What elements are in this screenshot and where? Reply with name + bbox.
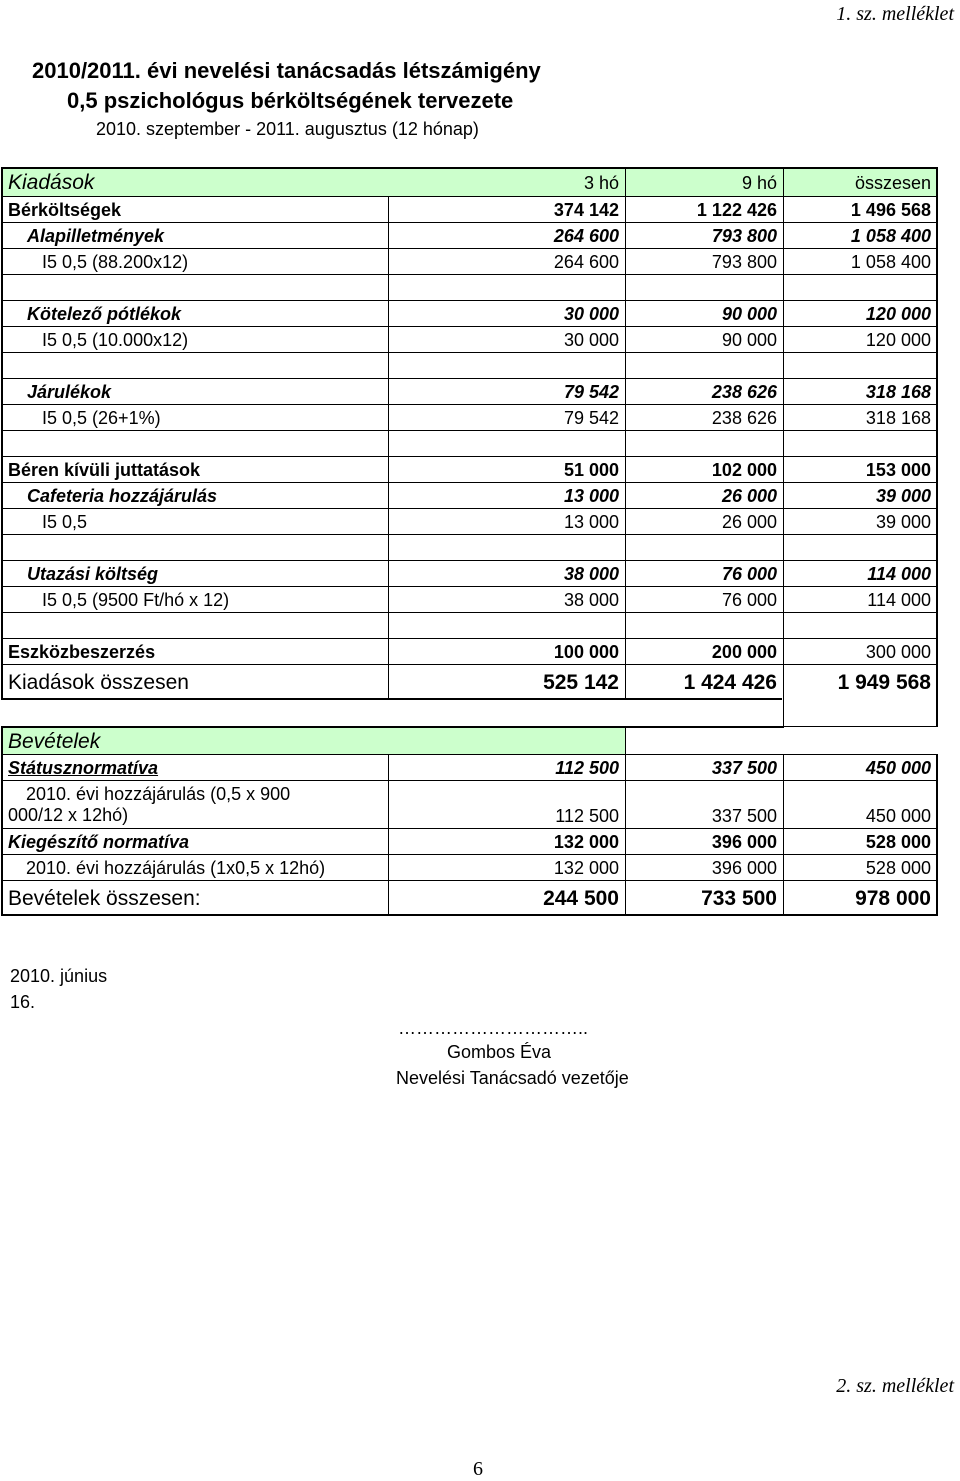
row-value-3m: 30 000 <box>563 303 619 324</box>
row-value-9m: 238 626 <box>711 407 777 428</box>
title-period: 2010. szeptember - 2011. augusztus (12 hónap) <box>96 119 479 139</box>
table-row <box>2 301 937 327</box>
table-row <box>2 587 937 613</box>
row-value-3m: 264 600 <box>553 225 619 246</box>
row-value-total: 528 000 <box>865 857 931 878</box>
table-row <box>2 379 937 405</box>
date-line-2: 16. <box>10 992 36 1012</box>
revenues-header-row <box>2 728 937 755</box>
annex-label-top: 1. sz. melléklet <box>836 3 954 25</box>
row-value-3m: 13 000 <box>563 485 619 506</box>
row-label: Járulékok <box>27 381 112 402</box>
signer-role: Nevelési Tanácsadó vezetője <box>396 1068 629 1088</box>
table-row <box>2 249 937 275</box>
row-value-9m: 396 000 <box>711 831 777 852</box>
signature-dots: ………………………….. <box>398 1018 589 1038</box>
row-value-3m: 132 000 <box>553 831 619 852</box>
row-value-3m: 51 000 <box>563 459 619 480</box>
row-value-3m: 38 000 <box>563 589 619 610</box>
row-value-3m: 13 000 <box>563 511 619 532</box>
table-row <box>2 483 937 509</box>
expenses-total-row <box>2 667 937 699</box>
annex-label-bottom: 2. sz. melléklet <box>836 1375 954 1397</box>
table-row <box>2 781 937 829</box>
row-value-total: 153 000 <box>865 459 931 480</box>
row-label: Cafeteria hozzájárulás <box>27 485 218 506</box>
page-number: 6 <box>473 1458 483 1480</box>
table-row <box>2 457 937 483</box>
header-9-months: 9 hó <box>741 172 777 193</box>
row-value-9m: 238 626 <box>711 381 777 402</box>
row-value-total: 114 000 <box>867 563 931 584</box>
row-value-9m: 337 500 <box>711 806 777 826</box>
row-value-9m: 200 000 <box>711 641 777 662</box>
row-value-9m: 26 000 <box>721 485 777 506</box>
row-value-3m: 112 500 <box>555 806 619 826</box>
row-label: Bevételek összesen: <box>8 887 201 910</box>
row-value-total: 318 168 <box>865 407 931 428</box>
table-row <box>2 639 937 665</box>
row-value-9m: 26 000 <box>721 511 777 532</box>
row-value-total: 450 000 <box>865 757 931 778</box>
row-label-line-2: 000/12 x 12hó) <box>8 805 129 825</box>
row-label: Kiegészítő normatíva <box>8 831 190 852</box>
row-label: Eszközbeszerzés <box>8 641 156 662</box>
row-value-3m: 30 000 <box>563 329 619 350</box>
row-label: Státusznormatíva <box>8 757 159 778</box>
title-line-1: 2010/2011. évi nevelési tanácsadás létszámigény <box>32 58 541 83</box>
row-label <box>2 781 388 829</box>
row-value-9m: 337 500 <box>711 757 777 778</box>
revenues-total-row <box>2 882 937 916</box>
header-3-months: 3 hó <box>583 172 619 193</box>
row-value-3m: 112 500 <box>555 757 619 778</box>
table-row <box>2 829 937 855</box>
row-value-total: 1 949 568 <box>837 671 931 694</box>
table-row <box>2 509 937 535</box>
row-value-3m: 132 000 <box>553 857 619 878</box>
row-value-total: 114 000 <box>867 589 931 610</box>
row-value-9m: 1 424 426 <box>683 671 777 694</box>
row-value-total: 39 000 <box>875 511 931 532</box>
table-row <box>2 197 937 223</box>
row-value-9m: 90 000 <box>721 303 777 324</box>
row-value-9m: 733 500 <box>701 887 777 910</box>
row-value-total: 450 000 <box>865 806 931 826</box>
row-value-9m: 793 800 <box>711 251 777 272</box>
row-label: I5 0,5 (88.200x12) <box>42 251 189 272</box>
row-value-total: 1 496 568 <box>850 199 931 220</box>
table-row <box>2 223 937 249</box>
row-value-total: 318 168 <box>865 381 931 402</box>
row-label: I5 0,5 <box>42 511 88 532</box>
row-value-3m: 79 542 <box>563 381 619 402</box>
row-value-9m: 793 800 <box>711 225 777 246</box>
table-row <box>2 561 937 587</box>
row-value-total: 39 000 <box>875 485 931 506</box>
row-label: Béren kívüli juttatások <box>8 459 201 480</box>
title-line-2: 0,5 pszichológus bérköltségének tervezete <box>67 88 514 113</box>
row-value-3m: 374 142 <box>553 199 619 220</box>
row-label: 2010. évi hozzájárulás (1x0,5 x 12hó) <box>26 857 326 878</box>
table-row <box>2 755 937 781</box>
row-value-total: 120 000 <box>865 303 931 324</box>
row-value-3m: 100 000 <box>553 641 619 662</box>
row-value-3m: 79 542 <box>563 407 619 428</box>
row-label: Utazási költség <box>27 563 159 584</box>
row-value-total: 978 000 <box>855 887 931 910</box>
row-value-3m: 38 000 <box>563 563 619 584</box>
row-label: Kiadások összesen <box>8 671 189 694</box>
row-label: Alapilletmények <box>27 225 165 246</box>
revenues-header-label: Bevételek <box>8 729 101 753</box>
row-value-total: 300 000 <box>865 641 931 662</box>
table-row <box>2 405 937 431</box>
row-label: I5 0,5 (9500 Ft/hó x 12) <box>42 589 230 610</box>
table-row <box>2 855 937 881</box>
row-value-total: 1 058 400 <box>850 225 931 246</box>
row-value-total: 1 058 400 <box>850 251 931 272</box>
row-label: Kötelező pótlékok <box>27 303 182 324</box>
table-row <box>2 327 937 353</box>
header-total: összesen <box>854 172 931 193</box>
row-value-9m: 1 122 426 <box>696 199 777 220</box>
row-value-total: 120 000 <box>865 329 931 350</box>
row-value-9m: 76 000 <box>721 563 777 584</box>
row-value-3m: 244 500 <box>543 887 619 910</box>
row-label-line-1: 2010. évi hozzájárulás (0,5 x 900 <box>26 784 291 804</box>
row-value-3m: 525 142 <box>543 671 619 694</box>
signer-name: Gombos Éva <box>447 1042 552 1062</box>
row-value-3m: 264 600 <box>553 251 619 272</box>
row-value-9m: 90 000 <box>721 329 777 350</box>
date-line-1: 2010. június <box>10 966 108 986</box>
row-value-9m: 102 000 <box>711 459 777 480</box>
expenses-header-label: Kiadások <box>8 171 95 194</box>
row-label: I5 0,5 (26+1%) <box>42 407 161 428</box>
row-value-total: 528 000 <box>865 831 931 852</box>
row-label: Bérköltségek <box>8 199 122 220</box>
row-value-9m: 76 000 <box>721 589 777 610</box>
row-label: I5 0,5 (10.000x12) <box>42 329 189 350</box>
row-value-9m: 396 000 <box>711 857 777 878</box>
expenses-header-row <box>2 170 937 196</box>
